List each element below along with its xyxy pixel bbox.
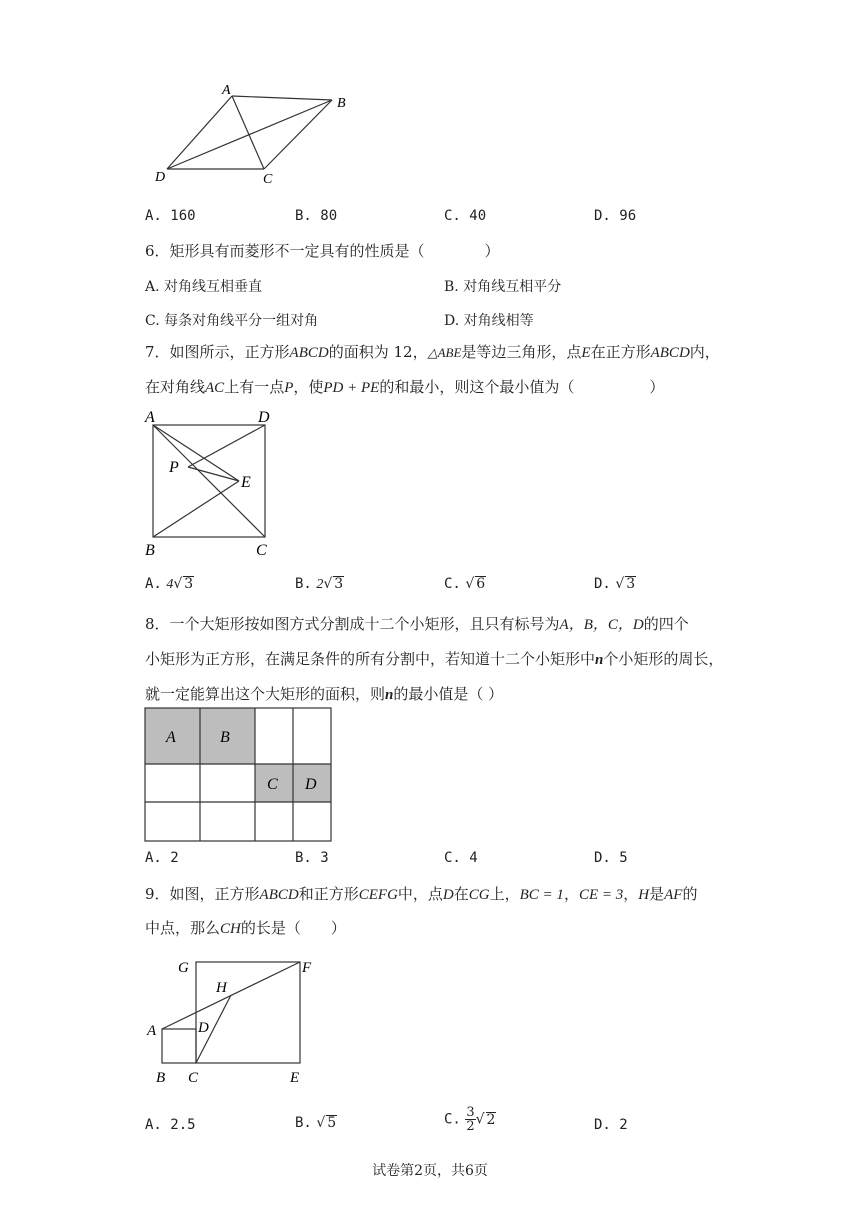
grid-label-b: B [220,729,230,746]
grid-label-d: D [305,776,317,793]
fig7-label-b: B [145,542,155,559]
q8-stem-line2: 小矩形为正方形，在满足条件的所有分割中，若知道十二个小矩形中n个小矩形的周长， [145,650,724,668]
q8-stem-line3: 就一定能算出这个大矩形的面积，则n的最小值是（ ） [145,685,504,703]
q9-option-d: D. 2 [594,1117,628,1133]
fig7-label-d: D [258,409,270,426]
fig5-label-a: A [222,83,231,98]
q9-option-c: C. $\frac{3}{2}$ √ 2 [444,1105,496,1134]
q8-option-a: A. 2 [145,850,179,866]
page-footer: 试卷第2页，共6页 [372,1163,488,1179]
q6-option-b: B. 对角线互相平分 [444,279,562,295]
q7-option-d: D. √ 3 [594,576,636,592]
fraction: $\frac{3}{2}$ [466,1105,475,1134]
q5-option-a: A. 160 [145,208,196,224]
fig7-label-e: E [241,474,251,491]
grid-label-c: C [267,776,278,793]
fig9-label-e: E [290,1070,300,1086]
q9-figure [140,952,330,1092]
q8-stem-line1: 8．一个大矩形按如图方式分割成十二个小矩形，且只有标号为A，B，C，D的四个 [145,615,689,633]
fig9-label-d: D [198,1020,209,1036]
q9-stem-line2: 中点，那么CH的长是（ ） [145,919,346,937]
q9-option-a: A. 2.5 [145,1117,196,1133]
fig9-label-b: B [156,1070,166,1086]
q7-option-b: B. 2√ 3 [295,576,344,592]
fig9-label-f: F [302,960,312,976]
fig9-label-g: G [178,960,189,976]
fig9-label-c: C [188,1070,199,1086]
q9-option-b: B. √ 5 [295,1115,337,1131]
fig7-label-a: A [145,409,155,426]
fig7-label-c: C [256,542,267,559]
q8-option-c: C. 4 [444,850,478,866]
q9-stem-line1: 9．如图，正方形ABCD和正方形CEFG中，点D在CG上，BC = 1，CE = 3，H是AF的 [145,885,698,903]
q7-stem-line1: 7．如图所示，正方形ABCD的面积为 12，△ABE是等边三角形，点E在正方形ABCD内， [145,343,720,361]
q6-option-c: C. 每条对角线平分一组对角 [145,313,319,329]
q5-option-b: B. 80 [295,208,338,224]
q5-option-c: C. 40 [444,208,487,224]
fig9-label-a: A [147,1023,157,1039]
q8-option-d: D. 5 [594,850,628,866]
fig5-label-d: D [155,170,166,185]
q6-stem: 6．矩形具有而菱形不一定具有的性质是（ ） [145,242,500,260]
fig9-label-h: H [216,980,227,996]
grid-label-a: A [166,729,176,746]
fig7-label-p: P [169,459,179,476]
q7-stem-line2: 在对角线AC上有一点P，使PD + PE的和最小，则这个最小值为（ ） [145,378,665,396]
q7-figure [140,405,280,560]
q5-option-d: D. 96 [594,208,637,224]
q6-option-d: D. 对角线相等 [444,313,534,329]
q8-grid-figure [144,707,334,843]
q7-option-c: C. √ 6 [444,576,486,592]
fig5-label-c: C [263,172,273,187]
q6-option-a: A. 对角线互相垂直 [145,279,263,295]
fig5-label-b: B [337,96,346,111]
q7-option-a: A. 4√ 3 [145,576,194,592]
q5-figure [150,80,360,190]
q8-option-b: B. 3 [295,850,329,866]
